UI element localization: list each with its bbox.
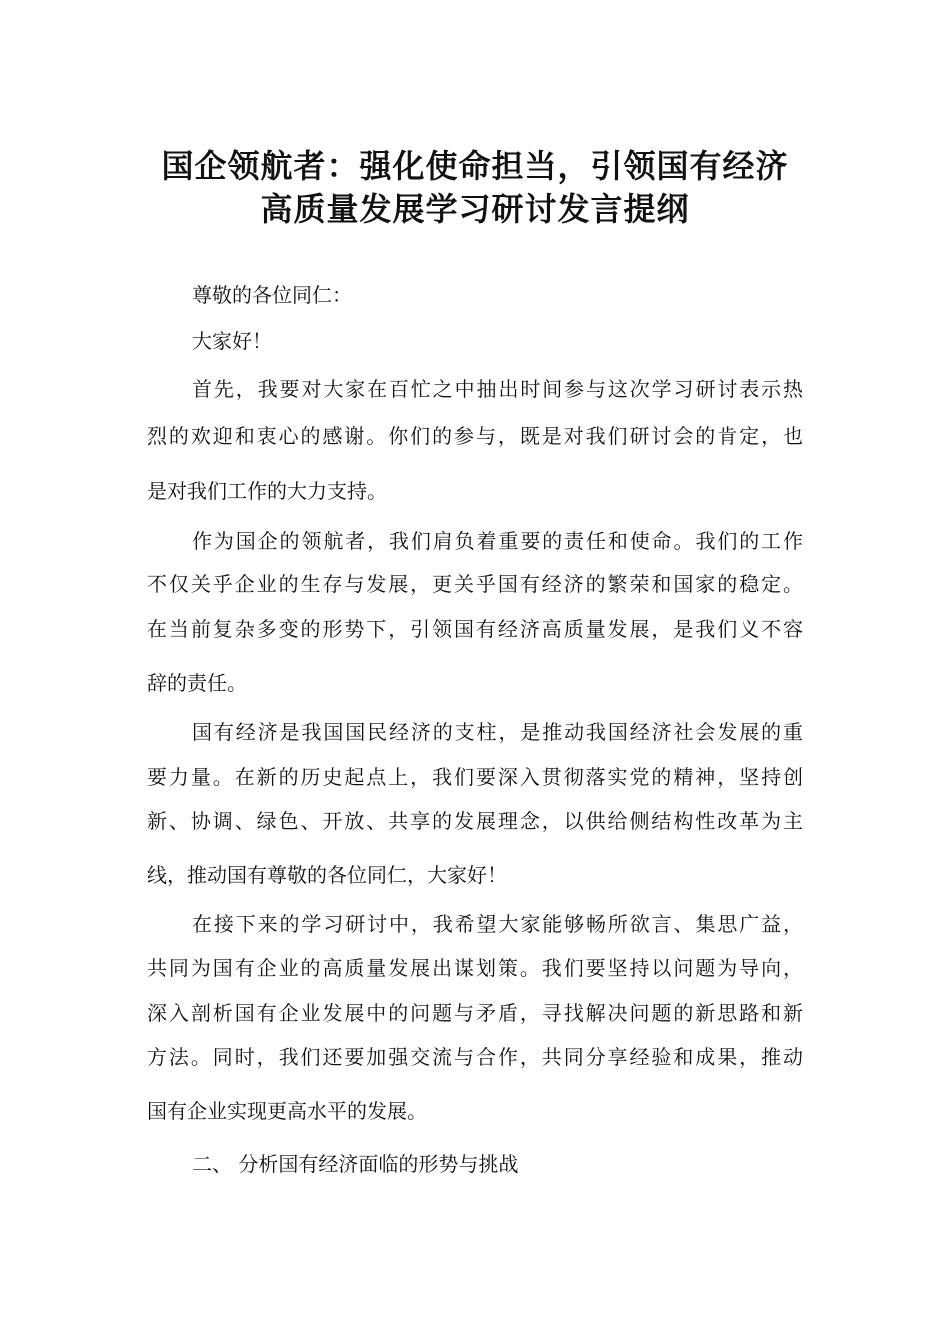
paragraph-line: 国有经济是我国国民经济的支柱，是推动我国经济社会发展的重 [192,720,803,744]
paragraph-line: 线，推动国有尊敬的各位同仁，大家好！ [147,863,507,887]
document-title-line-1: 国企领航者：强化使命担当，引领国有经济 [161,147,789,185]
paragraph-line: 深入剖析国有企业发展中的问题与矛盾，寻找解决问题的新思路和新 [147,1001,803,1025]
paragraph-line: 在接下来的学习研讨中，我希望大家能够畅所欲言、集思广益， [192,912,803,936]
section-heading: 二、 分析国有经济面临的形势与挑战 [192,1152,519,1176]
greeting: 大家好！ [192,329,272,353]
paragraph-line: 烈的欢迎和衷心的感谢。你们的参与，既是对我们研讨会的肯定，也 [147,424,803,448]
document-title-line-2: 高质量发展学习研讨发言提纲 [260,190,690,228]
paragraph-line: 国有企业实现更高水平的发展。 [147,1099,427,1123]
paragraph-line: 在当前复杂多变的形势下，引领国有经济高质量发展，是我们义不容 [147,617,803,641]
paragraph-line: 方法。同时，我们还要加强交流与合作，共同分享经验和成果，推动 [147,1045,803,1069]
salutation: 尊敬的各位同仁： [192,283,352,307]
paragraph-line: 辞的责任。 [147,671,247,695]
paragraph-line: 首先，我要对大家在百忙之中抽出时间参与这次学习研讨表示热 [192,377,803,401]
paragraph-line: 新、协调、绿色、开放、共享的发展理念，以供给侧结构性改革为主 [147,809,803,833]
paragraph-line: 不仅关乎企业的生存与发展，更关乎国有经济的繁荣和国家的稳定。 [147,572,803,596]
paragraph-line: 作为国企的领航者，我们肩负着重要的责任和使命。我们的工作 [192,529,803,553]
paragraph-line: 共同为国有企业的高质量发展出谋划策。我们要坚持以问题为导向， [147,956,803,980]
paragraph-line: 是对我们工作的大力支持。 [147,479,387,503]
paragraph-line: 要力量。在新的历史起点上，我们要深入贯彻落实党的精神，坚持创 [147,765,803,789]
